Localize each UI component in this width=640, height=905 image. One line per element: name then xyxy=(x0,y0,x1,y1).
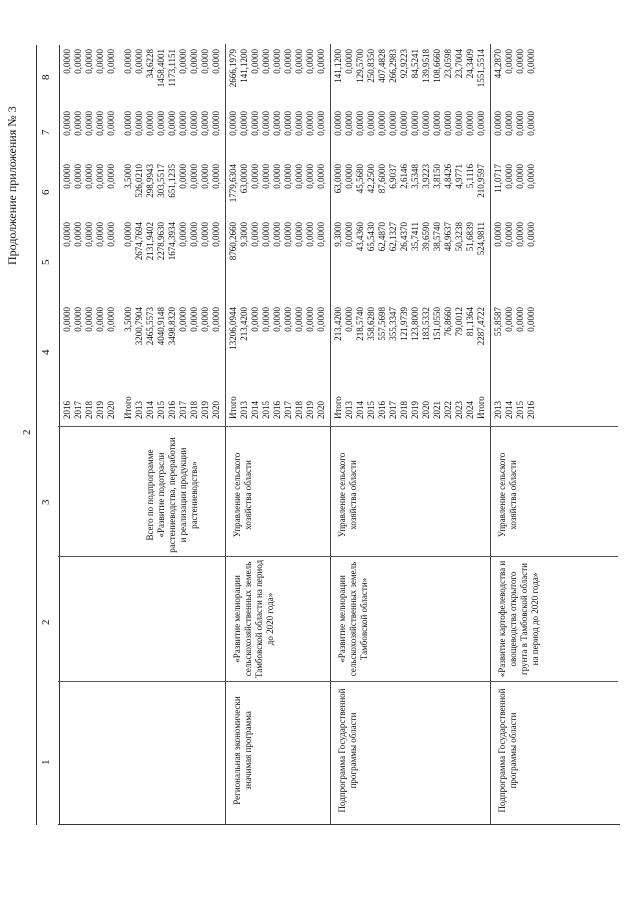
value-cell-col7: 0,0000 xyxy=(432,111,442,136)
value-cell-col7: 0,0000 xyxy=(178,111,188,136)
value-cell-col7: 0,0000 xyxy=(355,111,365,136)
value-cell-col7: 0,0000 xyxy=(167,111,177,136)
year-cell: 2020 xyxy=(211,401,221,419)
year-cell: 2016 xyxy=(167,401,177,419)
value-cell-col7: 0,0000 xyxy=(305,111,315,136)
value-cell-col8: 108,6660 xyxy=(432,49,442,83)
column-group-label: 2 xyxy=(21,429,33,435)
value-cell-col4: 0,0000 xyxy=(62,307,72,332)
value-cell-col8: 23,0598 xyxy=(443,49,453,79)
column-number-1: 1 xyxy=(40,759,52,765)
value-cell-col4: 0,0000 xyxy=(95,307,105,332)
value-cell-col8: 139,9518 xyxy=(421,49,431,83)
value-cell-col5: 35,7411 xyxy=(410,222,420,251)
value-cell-col5: 62,4870 xyxy=(377,222,387,252)
value-cell-col6: 11,0717 xyxy=(493,164,503,193)
value-cell-col7: 0,0000 xyxy=(62,111,72,136)
value-cell-col5: 38,5740 xyxy=(432,222,442,252)
value-cell-col5: 8760,2660 xyxy=(228,222,238,261)
value-cell-col7: 0,0000 xyxy=(156,111,166,136)
value-cell-col4: 0,0000 xyxy=(178,307,188,332)
value-cell-col5: 26,4370 xyxy=(399,222,409,252)
block-separator xyxy=(225,44,226,824)
value-cell-col5: 0,0000 xyxy=(95,222,105,247)
year-cell: 2016 xyxy=(526,401,536,419)
value-cell-col4: 0,0000 xyxy=(73,307,83,332)
value-cell-col8: 1551,5514 xyxy=(476,49,486,88)
year-cell: 2014 xyxy=(504,401,514,419)
value-cell-col4: 0,0000 xyxy=(84,307,94,332)
value-cell-col8: 0,0000 xyxy=(305,49,315,74)
value-cell-col5: 0,0000 xyxy=(73,222,83,247)
value-cell-col7: 0,0000 xyxy=(333,111,343,136)
year-cell: 2013 xyxy=(239,401,249,419)
value-cell-col7: 0,0000 xyxy=(228,111,238,136)
value-cell-col6: 0,0000 xyxy=(200,164,210,189)
value-cell-col4: 76,8660 xyxy=(443,307,453,337)
value-cell-col5: 50,3238 xyxy=(454,222,464,252)
value-cell-col4: 13206,0944 xyxy=(228,307,238,350)
value-cell-col8: 2666,1979 xyxy=(228,49,238,88)
value-cell-col8: 0,0000 xyxy=(73,49,83,74)
value-cell-col8: 23,7004 xyxy=(454,49,464,79)
value-cell-col6: 298,9943 xyxy=(145,164,155,198)
year-cell: 2016 xyxy=(272,401,282,419)
value-cell-col5: 0,0000 xyxy=(316,222,326,247)
year-cell: 2015 xyxy=(366,401,376,419)
value-cell-col4: 0,0000 xyxy=(344,307,354,332)
value-cell-col8: 0,0000 xyxy=(283,49,293,74)
value-cell-col6: 3,9223 xyxy=(421,164,431,189)
data-table xyxy=(58,44,620,825)
value-cell-col5: 62,1327 xyxy=(388,222,398,252)
value-cell-col6: 0,0000 xyxy=(261,164,271,189)
value-cell-col7: 0,0000 xyxy=(476,111,486,136)
value-cell-col6: 651,1235 xyxy=(167,164,177,198)
value-cell-col4: 218,5740 xyxy=(355,307,365,341)
year-cell: 2014 xyxy=(145,401,155,419)
value-cell-col8: 0,0000 xyxy=(95,49,105,74)
executor-cell: Всего по подпрограмме «Развитие подотрасли растениеводства, переработки и реализации продукции растениеводства» xyxy=(145,437,199,553)
year-cell: 2013 xyxy=(493,401,503,419)
value-cell-col8: 0,0000 xyxy=(515,49,525,74)
value-cell-col7: 0,0000 xyxy=(399,111,409,136)
value-cell-col6: 0,0000 xyxy=(305,164,315,189)
value-cell-col8: 1458,4001 xyxy=(156,49,166,88)
year-cell: 2018 xyxy=(84,401,94,419)
value-cell-col5: 0,0000 xyxy=(294,222,304,247)
value-cell-col4: 3,5000 xyxy=(123,307,133,332)
value-cell-col8: 266,2983 xyxy=(388,49,398,83)
year-cell: 2020 xyxy=(316,401,326,419)
value-cell-col7: 0,0000 xyxy=(261,111,271,136)
value-cell-col6: 0,0000 xyxy=(106,164,116,189)
value-cell-col8: 0,0000 xyxy=(200,49,210,74)
value-cell-col8: 0,0000 xyxy=(123,49,133,74)
value-cell-col5: 0,0000 xyxy=(178,222,188,247)
year-cell: 2020 xyxy=(421,401,431,419)
value-cell-col4: 0,0000 xyxy=(316,307,326,332)
year-cell: 2020 xyxy=(106,401,116,419)
value-cell-col6: 0,0000 xyxy=(526,164,536,189)
value-cell-col8: 1173,1151 xyxy=(167,49,177,87)
value-cell-col5: 39,6590 xyxy=(421,222,431,252)
value-cell-col4: 151,0550 xyxy=(432,307,442,341)
column-divider xyxy=(58,556,618,557)
value-cell-col7: 0,0000 xyxy=(294,111,304,136)
value-cell-col7: 0,0000 xyxy=(73,111,83,136)
value-cell-col8: 0,0000 xyxy=(526,49,536,74)
value-cell-col4: 121,9739 xyxy=(399,307,409,341)
value-cell-col7: 0,0000 xyxy=(443,111,453,136)
value-cell-col5: 9,3000 xyxy=(333,222,343,247)
value-cell-col5: 0,0000 xyxy=(261,222,271,247)
value-cell-col5: 0,0000 xyxy=(211,222,221,247)
value-cell-col8: 129,5700 xyxy=(355,49,365,83)
column-number-8: 8 xyxy=(40,74,52,80)
value-cell-col6: 0,0000 xyxy=(316,164,326,189)
executor-cell: Управление сельского хозяйства области xyxy=(497,452,518,538)
value-cell-col8: 0,0000 xyxy=(272,49,282,74)
value-cell-col8: 0,0000 xyxy=(62,49,72,74)
value-cell-col4: 358,6280 xyxy=(366,307,376,341)
value-cell-col4: 0,0000 xyxy=(106,307,116,332)
year-cell: 2015 xyxy=(515,401,525,419)
value-cell-col5: 0,0000 xyxy=(189,222,199,247)
value-cell-col6: 0,0000 xyxy=(250,164,260,189)
year-cell: 2024 xyxy=(465,401,475,419)
value-cell-col4: 2287,4722 xyxy=(476,307,486,346)
year-cell: Итого xyxy=(476,396,486,419)
value-cell-col6: 0,0000 xyxy=(504,164,514,189)
year-cell: 2019 xyxy=(95,401,105,419)
value-cell-col5: 0,0000 xyxy=(283,222,293,247)
value-cell-col5: 0,0000 xyxy=(515,222,525,247)
value-cell-col5: 0,0000 xyxy=(493,222,503,247)
value-cell-col5: 0,0000 xyxy=(200,222,210,247)
value-cell-col8: 0,0000 xyxy=(189,49,199,74)
year-cell: 2021 xyxy=(432,401,442,419)
value-cell-col8: 0,0000 xyxy=(178,49,188,74)
value-cell-col4: 55,8587 xyxy=(493,307,503,337)
year-cell: 2019 xyxy=(305,401,315,419)
value-cell-col4: 3498,8320 xyxy=(167,307,177,346)
year-cell: 2015 xyxy=(156,401,166,419)
value-cell-col8: 407,4828 xyxy=(377,49,387,83)
value-cell-col7: 0,0000 xyxy=(250,111,260,136)
value-cell-col5: 0,0000 xyxy=(305,222,315,247)
value-cell-col8: 0,0000 xyxy=(134,49,144,74)
value-cell-col4: 3200,7904 xyxy=(134,307,144,346)
value-cell-col6: 303,5517 xyxy=(156,164,166,198)
value-cell-col4: 0,0000 xyxy=(283,307,293,332)
year-cell: 2018 xyxy=(189,401,199,419)
value-cell-col6: 0,0000 xyxy=(178,164,188,189)
value-cell-col8: 0,0000 xyxy=(250,49,260,74)
value-cell-col6: 87,6000 xyxy=(377,164,387,194)
value-cell-col4: 0,0000 xyxy=(294,307,304,332)
value-cell-col5: 0,0000 xyxy=(62,222,72,247)
value-cell-col5: 0,0000 xyxy=(504,222,514,247)
block-separator xyxy=(330,44,331,824)
value-cell-col7: 0,0000 xyxy=(316,111,326,136)
value-cell-col6: 0,0000 xyxy=(272,164,282,189)
value-cell-col4: 2465,5573 xyxy=(145,307,155,346)
value-cell-col5: 2131,9402 xyxy=(145,222,155,261)
value-cell-col6: 526,0210 xyxy=(134,164,144,198)
column-number-3: 3 xyxy=(40,499,52,505)
value-cell-col7: 0,0000 xyxy=(123,111,133,136)
column-number-4: 4 xyxy=(40,349,52,355)
value-cell-col7: 0,0000 xyxy=(493,111,503,136)
value-cell-col6: 0,0000 xyxy=(189,164,199,189)
value-cell-col7: 0,0000 xyxy=(344,111,354,136)
value-cell-col6: 0,0000 xyxy=(73,164,83,189)
value-cell-col6: 0,0000 xyxy=(283,164,293,189)
value-cell-col4: 123,8000 xyxy=(410,307,420,341)
executor-cell: Управление сельского хозяйства области xyxy=(337,452,358,538)
value-cell-col6: 4,8426 xyxy=(443,164,453,189)
value-cell-col5: 1674,3934 xyxy=(167,222,177,261)
value-cell-col7: 0,0000 xyxy=(421,111,431,136)
value-cell-col7: 0,0000 xyxy=(106,111,116,136)
year-cell: 2016 xyxy=(62,401,72,419)
value-cell-col6: 0,0000 xyxy=(211,164,221,189)
value-cell-col5: 0,0000 xyxy=(250,222,260,247)
value-cell-col8: 34,6228 xyxy=(145,49,155,79)
value-cell-col6: 45,5680 xyxy=(355,164,365,194)
year-cell: 2014 xyxy=(355,401,365,419)
value-cell-col8: 24,3409 xyxy=(465,49,475,79)
value-cell-col6: 6,9037 xyxy=(388,164,398,189)
value-cell-col8: 0,0000 xyxy=(344,49,354,74)
value-cell-col5: 2674,7694 xyxy=(134,222,144,261)
year-cell: 2013 xyxy=(134,401,144,419)
value-cell-col7: 0,0000 xyxy=(526,111,536,136)
value-cell-col7: 0,0000 xyxy=(283,111,293,136)
year-cell: 2019 xyxy=(410,401,420,419)
program-type-cell: Региональная экономически значимая программа xyxy=(232,696,253,805)
year-cell: 2015 xyxy=(261,401,271,419)
value-cell-col4: 0,0000 xyxy=(515,307,525,332)
value-cell-col7: 0,0000 xyxy=(145,111,155,136)
value-cell-col7: 0,0000 xyxy=(239,111,249,136)
value-cell-col4: 0,0000 xyxy=(504,307,514,332)
value-cell-col5: 43,4360 xyxy=(355,222,365,252)
value-cell-col8: 0,0000 xyxy=(84,49,94,74)
value-cell-col8: 0,0000 xyxy=(294,49,304,74)
value-cell-col5: 0,0000 xyxy=(526,222,536,247)
value-cell-col6: 210,9597 xyxy=(476,164,486,198)
value-cell-col7: 0,0000 xyxy=(377,111,387,136)
value-cell-col6: 63,0000 xyxy=(239,164,249,194)
value-cell-col8: 0,0000 xyxy=(316,49,326,74)
value-cell-col7: 0,0000 xyxy=(134,111,144,136)
value-cell-col7: 0,0000 xyxy=(410,111,420,136)
value-cell-col7: 0,0000 xyxy=(465,111,475,136)
value-cell-col6: 3,5000 xyxy=(123,164,133,189)
appendix-caption: Продолжение приложения № 3 xyxy=(5,106,19,265)
program-name-cell: «Развитие картофелеводства и овощеводства открытого грунта в Тамбовской области на период до 2020 года» xyxy=(497,560,540,678)
value-cell-col4: 213,4200 xyxy=(333,307,343,341)
value-cell-col7: 0,0000 xyxy=(272,111,282,136)
value-cell-col5: 51,6839 xyxy=(465,222,475,252)
column-number-7: 7 xyxy=(40,129,52,135)
program-name-cell: «Развитие мелиорации сельскохозяйственных земель Тамбовской области» xyxy=(337,561,369,677)
value-cell-col4: 0,0000 xyxy=(272,307,282,332)
value-cell-col7: 0,0000 xyxy=(189,111,199,136)
year-cell: 2018 xyxy=(294,401,304,419)
value-cell-col6: 4,9771 xyxy=(454,164,464,189)
value-cell-col6: 0,0000 xyxy=(62,164,72,189)
value-cell-col5: 524,9811 xyxy=(476,222,486,256)
value-cell-col7: 0,0000 xyxy=(95,111,105,136)
value-cell-col6: 0,0000 xyxy=(294,164,304,189)
value-cell-col6: 3,8150 xyxy=(432,164,442,189)
value-cell-col5: 65,5430 xyxy=(366,222,376,252)
value-cell-col8: 141,1200 xyxy=(239,49,249,83)
value-cell-col4: 0,0000 xyxy=(305,307,315,332)
value-cell-col4: 0,0000 xyxy=(250,307,260,332)
value-cell-col4: 4040,9148 xyxy=(156,307,166,346)
value-cell-col5: 0,0000 xyxy=(84,222,94,247)
year-cell: 2013 xyxy=(344,401,354,419)
value-cell-col4: 0,0000 xyxy=(526,307,536,332)
value-cell-col4: 81,1364 xyxy=(465,307,475,337)
program-type-cell: Подпрограмма Государственной программы области xyxy=(337,688,358,813)
year-cell: 2017 xyxy=(388,401,398,419)
program-type-cell: Подпрограмма Государственной программы области xyxy=(497,688,518,813)
column-number-2: 2 xyxy=(40,619,52,625)
value-cell-col5: 0,0000 xyxy=(272,222,282,247)
value-cell-col8: 250,8350 xyxy=(366,49,376,83)
year-cell: 2016 xyxy=(377,401,387,419)
value-cell-col5: 48,9637 xyxy=(443,222,453,252)
value-cell-col6: 0,0000 xyxy=(84,164,94,189)
year-cell: Итого xyxy=(333,396,343,419)
column-divider xyxy=(58,681,618,682)
value-cell-col6: 0,0000 xyxy=(515,164,525,189)
value-cell-col7: 0,0000 xyxy=(504,111,514,136)
year-cell: Итого xyxy=(123,396,133,419)
block-separator xyxy=(490,44,491,824)
year-cell: 2018 xyxy=(399,401,409,419)
executor-cell: Управление сельского хозяйства области xyxy=(232,452,253,538)
value-cell-col8: 0,0000 xyxy=(504,49,514,74)
column-number-6: 6 xyxy=(40,189,52,195)
value-cell-col5: 0,0000 xyxy=(106,222,116,247)
value-cell-col6: 0,0000 xyxy=(344,164,354,189)
value-cell-col7: 0,0000 xyxy=(454,111,464,136)
value-cell-col8: 0,0000 xyxy=(261,49,271,74)
year-cell: 2014 xyxy=(250,401,260,419)
program-name-cell: «Развитие мелиорации сельскохозяйственных земель Тамбовской области на период до 2020 года» xyxy=(232,559,275,679)
column-number-5: 5 xyxy=(40,259,52,265)
year-cell: 2023 xyxy=(454,401,464,419)
value-cell-col7: 0,0000 xyxy=(388,111,398,136)
value-cell-col6: 0,0000 xyxy=(95,164,105,189)
value-cell-col4: 79,0012 xyxy=(454,307,464,337)
column-number-header xyxy=(21,45,60,825)
column-divider xyxy=(58,426,618,427)
value-cell-col5: 2278,9630 xyxy=(156,222,166,261)
value-cell-col6: 2,6146 xyxy=(399,164,409,189)
value-cell-col6: 1779,6304 xyxy=(228,164,238,203)
value-cell-col7: 0,0000 xyxy=(515,111,525,136)
value-cell-col7: 0,0000 xyxy=(84,111,94,136)
value-cell-col6: 5,1116 xyxy=(465,164,475,189)
value-cell-col8: 84,5241 xyxy=(410,49,420,79)
value-cell-col4: 355,3347 xyxy=(388,307,398,341)
value-cell-col4: 0,0000 xyxy=(261,307,271,332)
value-cell-col4: 0,0000 xyxy=(200,307,210,332)
value-cell-col5: 0,0000 xyxy=(123,222,133,247)
year-cell: 2017 xyxy=(283,401,293,419)
value-cell-col5: 0,0000 xyxy=(344,222,354,247)
value-cell-col8: 92,9223 xyxy=(399,49,409,79)
year-cell: Итого xyxy=(228,396,238,419)
value-cell-col8: 0,0000 xyxy=(211,49,221,74)
value-cell-col5: 9,3000 xyxy=(239,222,249,247)
value-cell-col7: 0,0000 xyxy=(366,111,376,136)
year-cell: 2017 xyxy=(178,401,188,419)
value-cell-col4: 557,5698 xyxy=(377,307,387,341)
value-cell-col8: 44,2870 xyxy=(493,49,503,79)
value-cell-col6: 42,2500 xyxy=(366,164,376,194)
value-cell-col6: 63,0000 xyxy=(333,164,343,194)
value-cell-col7: 0,0000 xyxy=(211,111,221,136)
value-cell-col6: 3,5348 xyxy=(410,164,420,189)
year-cell: 2022 xyxy=(443,401,453,419)
value-cell-col8: 0,0000 xyxy=(106,49,116,74)
value-cell-col4: 213,4200 xyxy=(239,307,249,341)
year-cell: 2017 xyxy=(73,401,83,419)
value-cell-col7: 0,0000 xyxy=(200,111,210,136)
value-cell-col8: 141,1200 xyxy=(333,49,343,83)
value-cell-col4: 0,0000 xyxy=(189,307,199,332)
value-cell-col4: 0,0000 xyxy=(211,307,221,332)
value-cell-col4: 183,5332 xyxy=(421,307,431,341)
year-cell: 2019 xyxy=(200,401,210,419)
